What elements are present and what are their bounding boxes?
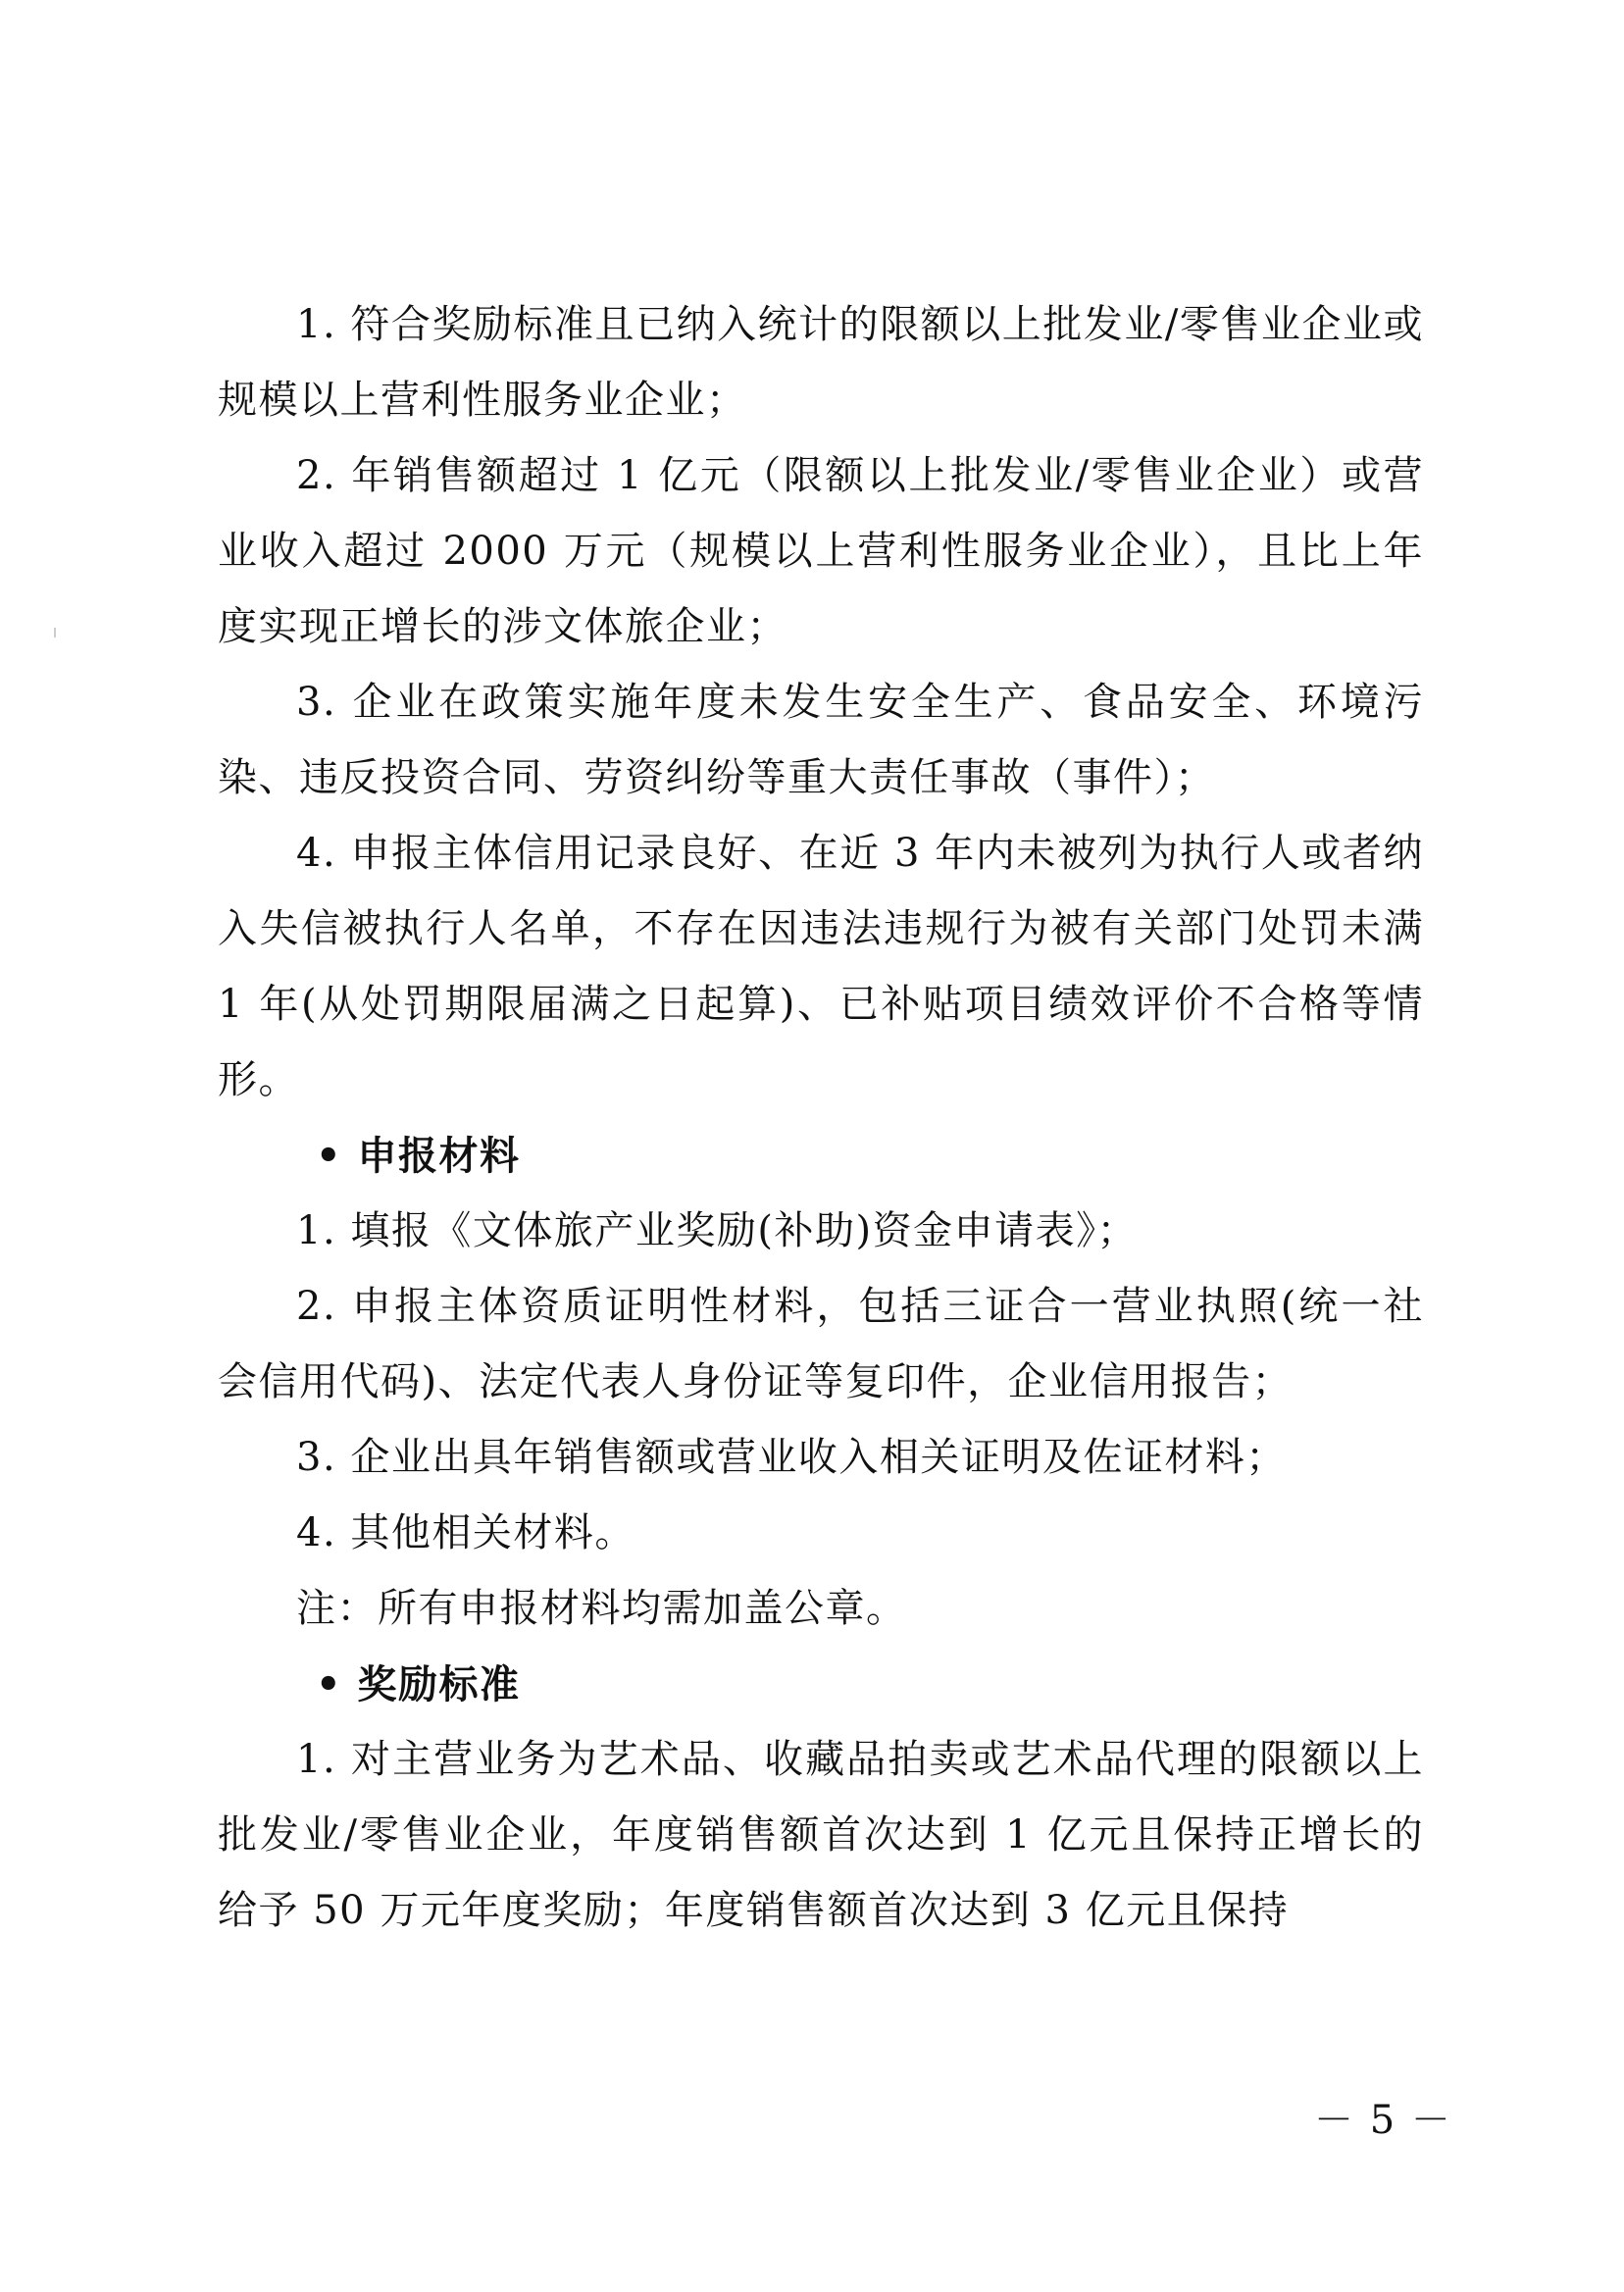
requirement-1: 1. 符合奖励标准且已纳入统计的限额以上批发业/零售业企业或规模以上营利性服务业企业；	[218, 302, 1424, 423]
material-1: 1. 填报《文体旅产业奖励(补助)资金申请表》；	[296, 1208, 1139, 1253]
requirement-3: 3. 企业在政策实施年度未发生安全生产、食品安全、环境污染、违反投资合同、劳资纠纷等重大责任事故（事件）；	[218, 680, 1424, 800]
reward-standard-1: 1. 对主营业务为艺术品、收藏品拍卖或艺术品代理的限额以上批发业/零售业企业，年度销售额首次达到 1 亿元且保持正增长的给予 50 万元年度奖励；年度销售额首次达到 3 亿元且保持	[218, 1737, 1424, 1933]
material-3: 3. 企业出具年销售额或营业收入相关证明及佐证材料；	[296, 1435, 1287, 1480]
document-body	[218, 287, 1424, 1949]
requirement-2: 2. 年销售额超过 1 亿元（限额以上批发业/零售业企业）或营业收入超过 2000 万元（规模以上营利性服务业企业），且比上年度实现正增长的涉文体旅企业；	[218, 453, 1424, 649]
requirement-4: 4. 申报主体信用记录良好、在近 3 年内未被列为执行人或者纳入失信被执行人名单，不存在因违法违规行为被有关部门处罚未满 1 年(从处罚期限届满之日起算)、已补贴项目绩效评价不合格等情形。	[218, 831, 1424, 1102]
scan-mark	[54, 628, 56, 637]
section-heading-reward-standard: • 奖励标准	[316, 1661, 521, 1707]
page-number: － 5 －	[1314, 2098, 1452, 2143]
material-2: 2. 申报主体资质证明性材料，包括三证合一营业执照(统一社会信用代码)、法定代表人身份证等复印件，企业信用报告；	[218, 1284, 1424, 1404]
section-heading-materials: • 申报材料	[316, 1133, 521, 1179]
materials-note: 注：所有申报材料均需加盖公章。	[296, 1586, 907, 1631]
material-4: 4. 其他相关材料。	[296, 1510, 635, 1555]
